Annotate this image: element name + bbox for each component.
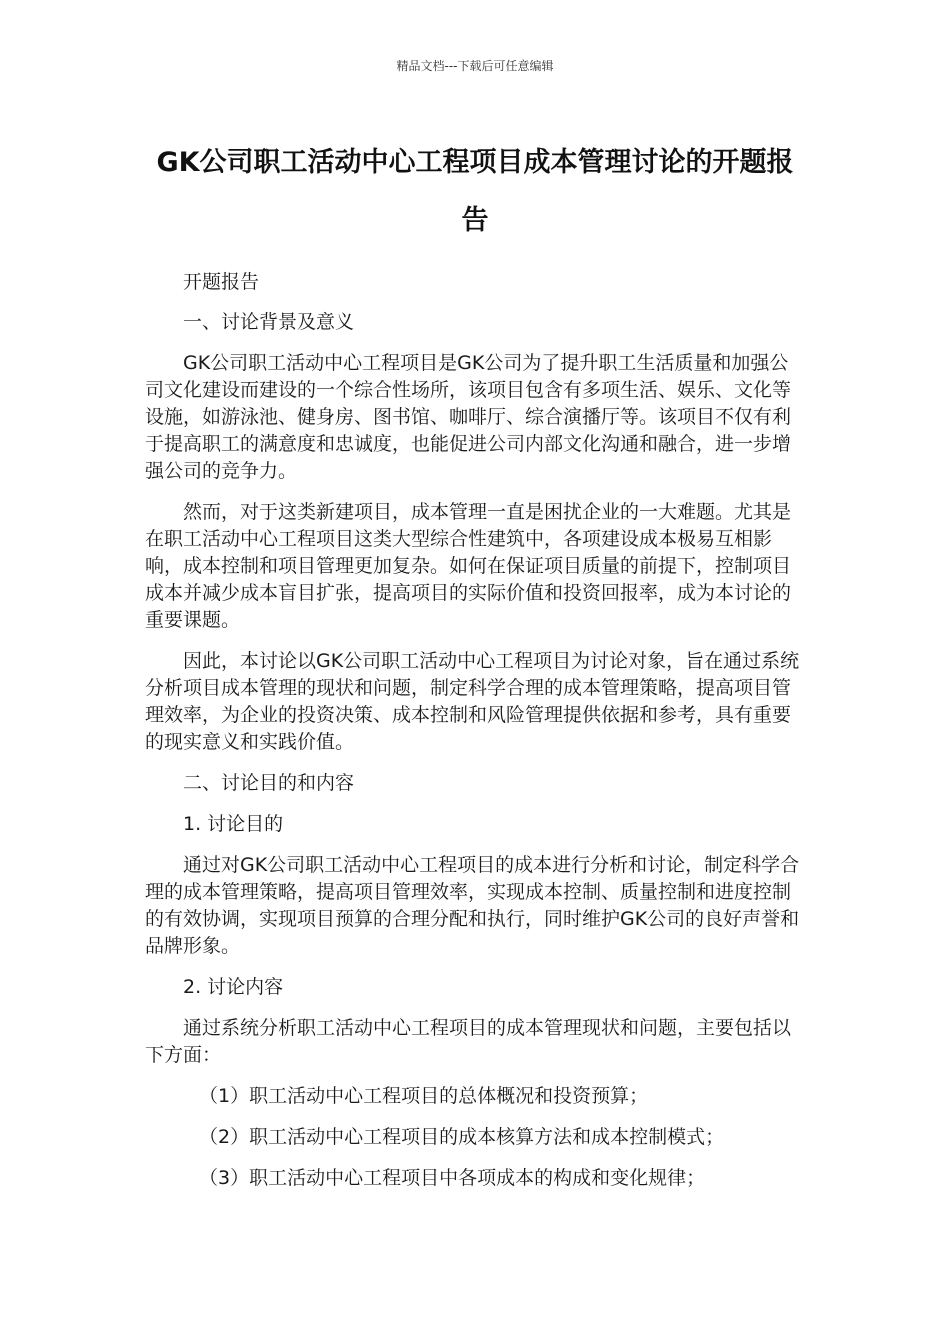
section1-paragraph-2: 然而，对于这类新建项目，成本管理一直是困扰企业的一大难题。尤其是在职工活动中心工程项目这类大型综合性建筑中，各项建设成本极易互相影响，成本控制和项目管理更加复杂。如何在保证项目质量的前提下，控制项目成本并减少成本盲目扩张，提高项目的实际价值和投资回报率，成为本讨论的重要课题。 bbox=[145, 501, 792, 631]
section1-heading: 一、讨论背景及意义 bbox=[183, 311, 355, 333]
page-header: 精品文档---下载后可任意编辑 bbox=[396, 59, 554, 73]
section2-heading: 二、讨论目的和内容 bbox=[183, 772, 355, 794]
subsection1-paragraph: 通过对GK公司职工活动中心工程项目的成本进行分析和讨论，制定科学合理的成本管理策略，提高项目管理效率，实现成本控制、质量控制和进度控制的有效协调，实现项目预算的合理分配和执行，同时维护GK公司的良好声誉和品牌形象。 bbox=[145, 854, 800, 957]
list-item: （3）职工活动中心工程项目中各项成本的构成和变化规律； bbox=[199, 1167, 706, 1189]
list-item: （2）职工活动中心工程项目的成本核算方法和成本控制模式； bbox=[199, 1126, 725, 1148]
document-body bbox=[145, 269, 805, 1192]
section1-paragraph-3: 因此，本讨论以GK公司职工活动中心工程项目为讨论对象，旨在通过系统分析项目成本管理的现状和问题，制定科学合理的成本管理策略，提高项目管理效率，为企业的投资决策、成本控制和风险管理提供依据和参考，具有重要的现实意义和实践价值。 bbox=[145, 650, 800, 753]
list-item: （1）职工活动中心工程项目的总体概况和投资预算； bbox=[199, 1085, 649, 1107]
document-title: GK公司职工活动中心工程项目成本管理讨论的开题报告 bbox=[156, 147, 794, 236]
subsection2-paragraph: 通过系统分析职工活动中心工程项目的成本管理现状和问题，主要包括以下方面： bbox=[145, 1017, 792, 1066]
subsection2-heading: 2. 讨论内容 bbox=[183, 976, 284, 998]
subsection1-heading: 1. 讨论目的 bbox=[183, 813, 284, 835]
section1-paragraph-1: GK公司职工活动中心工程项目是GK公司为了提升职工生活质量和加强公司文化建设而建设的一个综合性场所，该项目包含有多项生活、娱乐、文化等设施，如游泳池、健身房、图书馆、咖啡厅、综合演播厅等。该项目不仅有利于提高职工的满意度和忠诚度，也能促进公司内部文化沟通和融合，进一步增强公司的竞争力。 bbox=[145, 352, 792, 482]
intro-heading: 开题报告 bbox=[183, 271, 260, 293]
